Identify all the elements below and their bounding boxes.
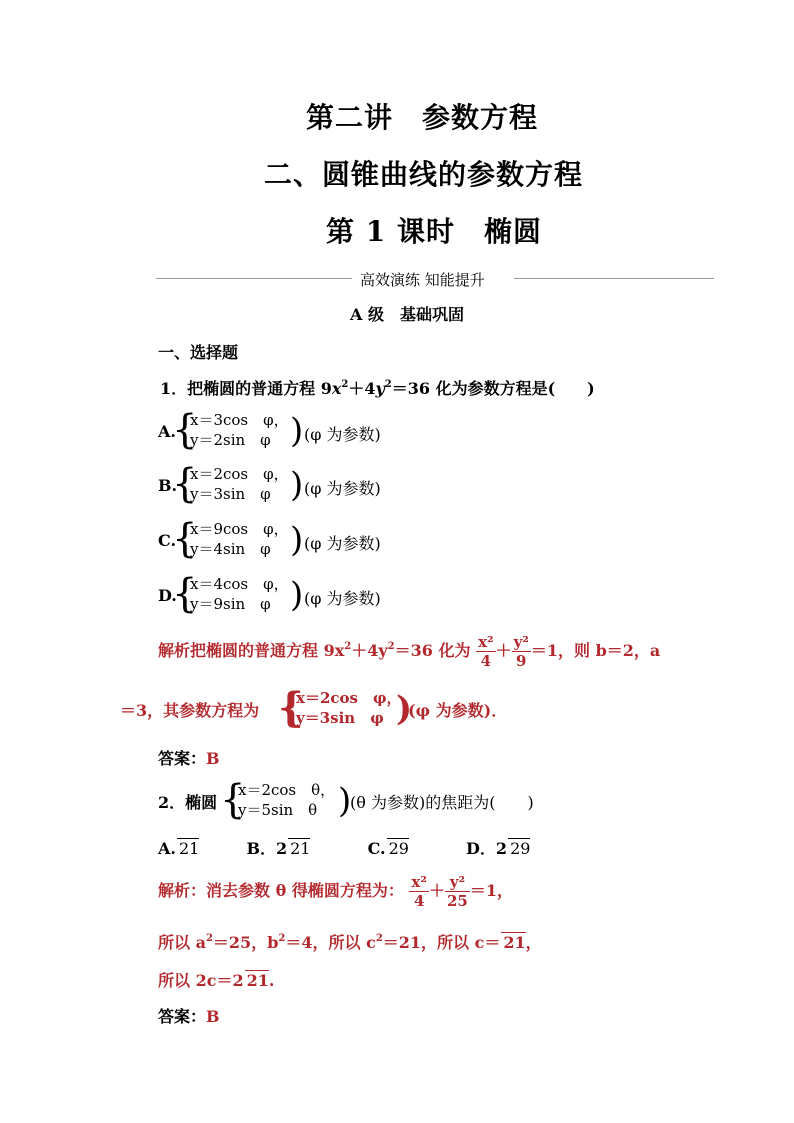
- section-title: 二、圆锥曲线的参数方程: [264, 158, 584, 191]
- fraction: $\frac{\text{x²}}{4}$: [411, 873, 427, 910]
- banner-line-right: [514, 278, 714, 279]
- q2-options: [158, 836, 530, 859]
- q2-option-d: D．2 29: [466, 839, 531, 858]
- q1-stem: 1．把椭圆的普通方程 $9x^2+4y^2=36$ 化为参数方程是( ): [160, 379, 595, 398]
- banner-line-left: [156, 278, 352, 279]
- q1-answer: 答案：B: [158, 749, 220, 768]
- q2-option-a: A. 21: [158, 839, 200, 858]
- lecture-title: 第二讲 参数方程: [306, 101, 539, 134]
- level-heading: A 级 基础巩固: [350, 305, 464, 324]
- q2-option-b: B．2 21: [246, 839, 311, 858]
- lesson-title: 第 1 课时 椭圆: [326, 215, 542, 248]
- fraction: $\frac{\text{y²}}{25}$: [446, 873, 468, 910]
- fraction: $\frac{\text{x²}}{4}$: [478, 633, 494, 670]
- fraction: $\frac{\text{y²}}{9}$: [513, 633, 529, 670]
- q2-answer: 答案：B: [158, 1007, 220, 1026]
- banner-text: 高效演练 知能提升: [360, 271, 485, 289]
- section-heading: 一、选择题: [158, 343, 239, 362]
- q2-analysis-line2: 所以 $a^2=25$，$b^2=4$，所以 $c^2=21$，所以 c＝ 21，: [158, 933, 542, 952]
- q2-option-c: C. 29: [367, 839, 409, 858]
- q2-analysis-line3: 所以 2c＝2 21.: [158, 971, 275, 990]
- q1-analysis: 解析把椭圆的普通方程 $9x^2+4y^2=36$ 化为 $\frac{\text{x²}}{4}$ ＋ $\frac{\text{y²}}{9}$ ＝1，则 b＝2，a: [158, 633, 661, 670]
- q2-analysis: 解析：消去参数 θ 得椭圆方程为： $\frac{\text{x²}}{4}$ ＋ $\frac{\text{y²}}{25}$ ＝1，: [158, 873, 513, 910]
